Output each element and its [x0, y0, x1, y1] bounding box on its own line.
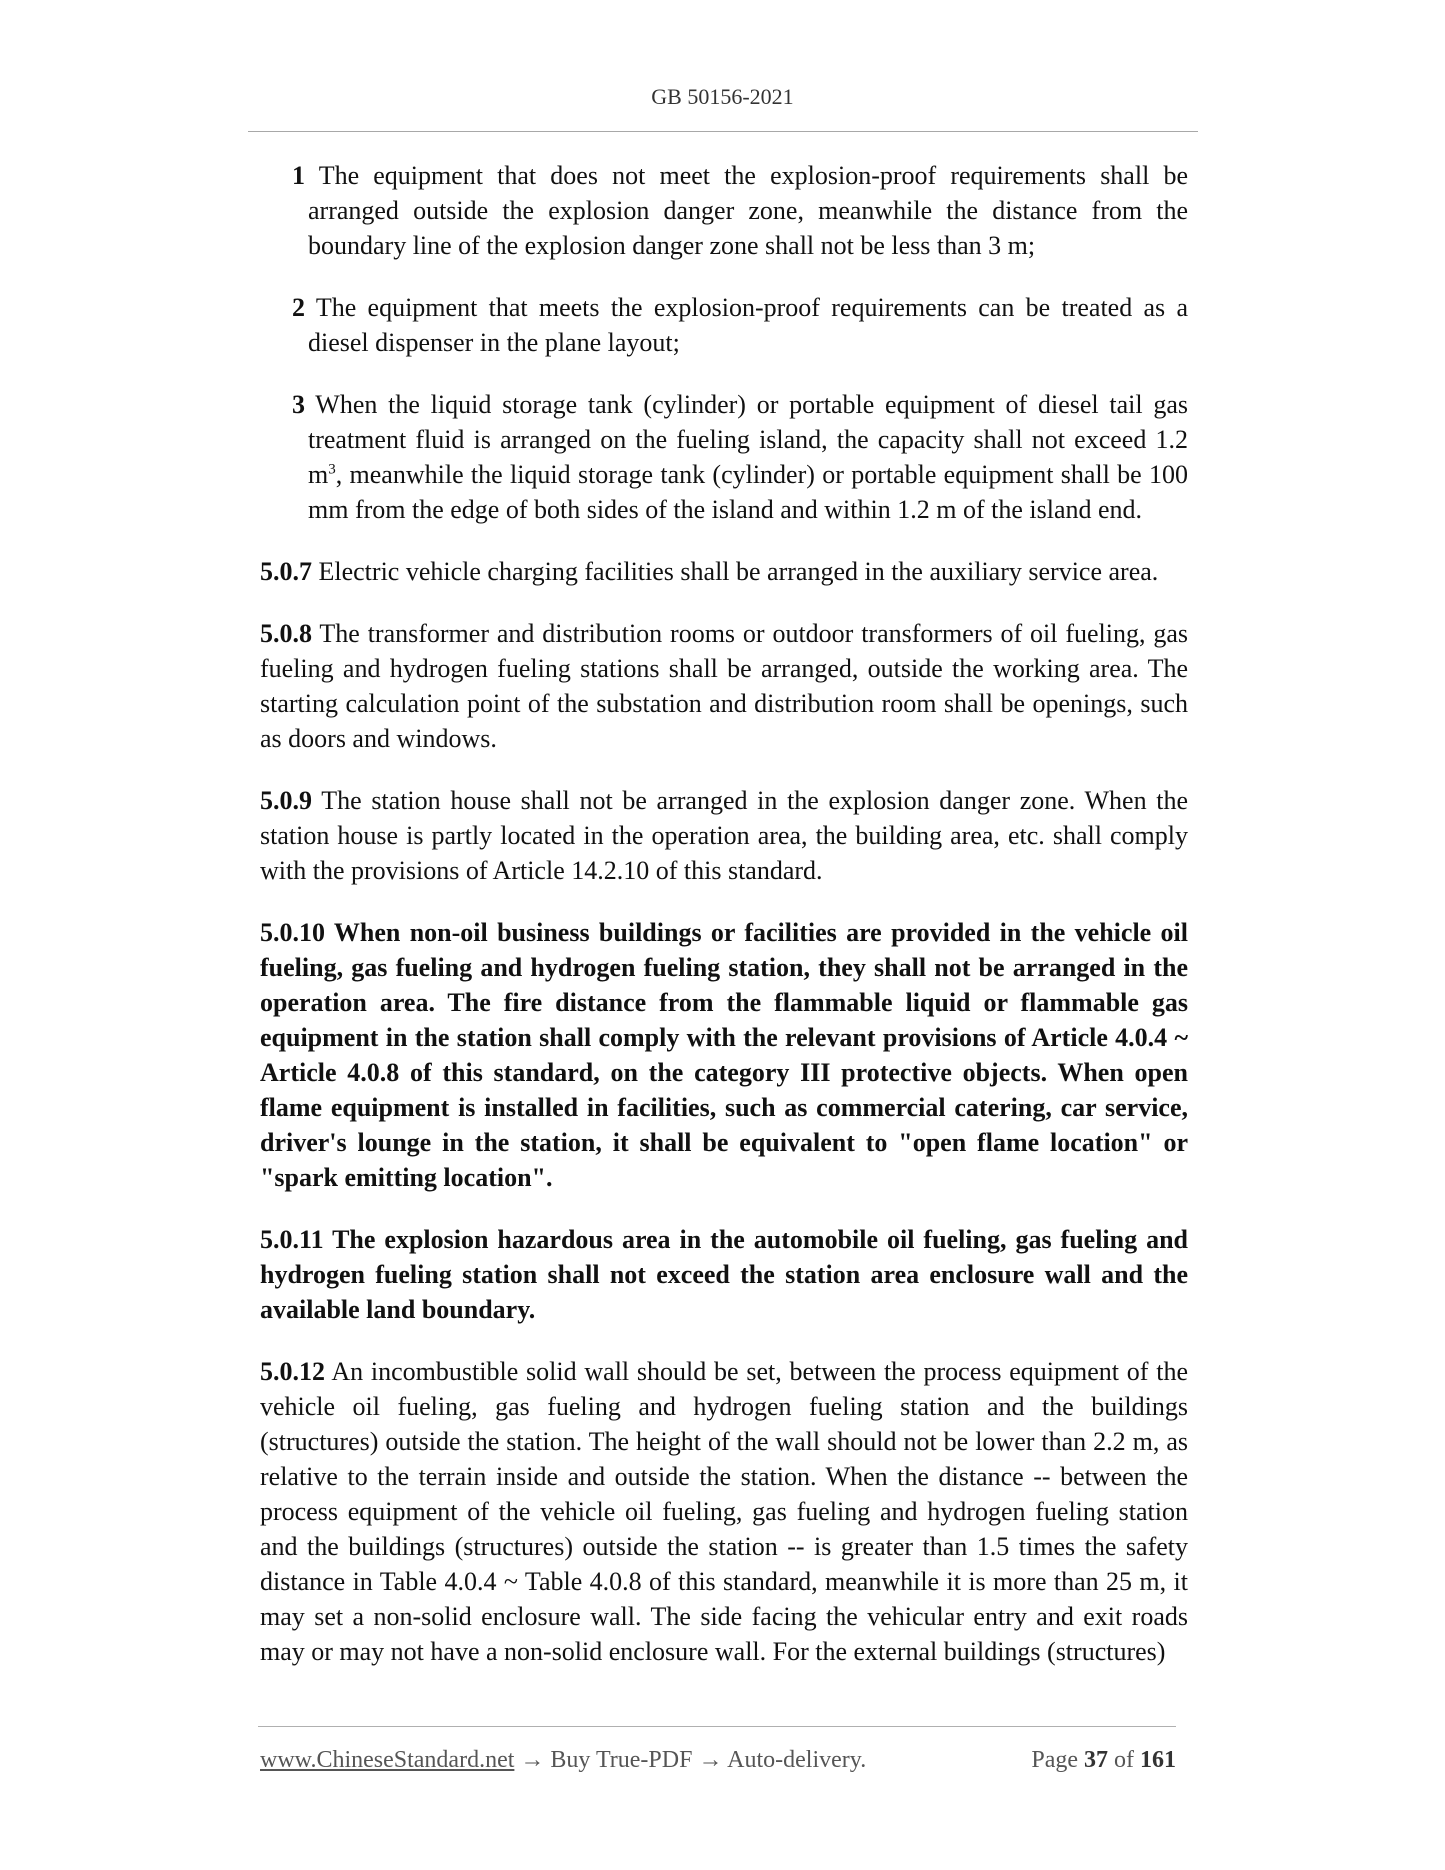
- list-item-number: 2: [292, 293, 305, 322]
- clause-number: 5.0.7: [260, 557, 312, 586]
- clause-5-0-8: [260, 616, 1188, 756]
- page-label: Page: [1031, 1747, 1078, 1773]
- list-item-text-continued: , meanwhile the liquid storage tank (cylinder) or portable equipment shall be 100 mm from the edge of both sides of the island and within 1.2 m of the island end.: [308, 460, 1188, 524]
- clause-5-0-12: [260, 1354, 1188, 1669]
- list-item-number: 1: [292, 161, 305, 190]
- buy-text: Buy True-PDF: [550, 1747, 693, 1773]
- header-divider: [248, 131, 1198, 132]
- clause-5-0-9: [260, 783, 1188, 888]
- document-code: GB 50156-2021: [651, 84, 794, 109]
- list-item-text: The equipment that does not meet the explosion-proof requirements shall be arranged outside the explosion danger zone, meanwhile the distance from the boundary line of the explosion danger zone shall not be less than 3 m;: [308, 161, 1188, 260]
- clause-number: 5.0.9: [260, 786, 312, 815]
- page-total: 161: [1140, 1747, 1176, 1773]
- page-indicator: [1031, 1747, 1176, 1774]
- page-body: [260, 158, 1188, 1696]
- clause-text: The station house shall not be arranged in the explosion danger zone. When the station house is partly located in the operation area, the building area, etc. shall comply with the provisions of Article 14.2.10 of this standard.: [260, 786, 1189, 885]
- page-footer: [260, 1747, 1176, 1774]
- delivery-text: Auto-delivery.: [727, 1747, 867, 1773]
- clause-5-0-11: [260, 1222, 1188, 1327]
- clause-5-0-10: [260, 915, 1188, 1195]
- superscript: 3: [328, 461, 336, 478]
- site-link[interactable]: www.ChineseStandard.net: [260, 1747, 515, 1773]
- page-of: of: [1114, 1747, 1134, 1773]
- page-header: [0, 84, 1445, 110]
- clause-text: When non-oil business buildings or facilities are provided in the vehicle oil fueling, gas fueling and hydrogen fueling station, they shall not be arranged in the operation area. The fire distance from the flammable liquid or flammable gas equipment in the station shall comply with the relevant provisions of Article 4.0.4 ~ Article 4.0.8 of this standard, on the category III protective objects. When open flame equipment is installed in facilities, such as commercial catering, car service, driver's lounge in the station, it shall be equivalent to "open flame location" or "spark emitting location".: [260, 918, 1189, 1192]
- arrow-right-icon: →: [520, 1747, 545, 1773]
- footer-promo: [260, 1747, 866, 1774]
- list-item: [292, 387, 1188, 527]
- page-current: 37: [1084, 1747, 1108, 1773]
- clause-5-0-7: [260, 554, 1188, 589]
- clause-number: 5.0.11: [260, 1225, 324, 1254]
- clause-text: Electric vehicle charging facilities shall be arranged in the auxiliary service area.: [318, 557, 1159, 586]
- list-item-text: The equipment that meets the explosion-proof requirements can be treated as a diesel dispenser in the plane layout;: [308, 293, 1188, 357]
- footer-divider: [258, 1726, 1176, 1727]
- clause-number: 5.0.8: [260, 619, 312, 648]
- clause-number: 5.0.12: [260, 1357, 325, 1386]
- list-item: [292, 158, 1188, 263]
- list-item: [292, 290, 1188, 360]
- list-item-number: 3: [292, 390, 305, 419]
- clause-text: The explosion hazardous area in the automobile oil fueling, gas fueling and hydrogen fueling station shall not exceed the station area enclosure wall and the available land boundary.: [260, 1225, 1189, 1324]
- clause-number: 5.0.10: [260, 918, 325, 947]
- list-item-text: When the liquid storage tank (cylinder) or portable equipment of diesel tail gas treatment fluid is arranged on the fueling island, the capacity shall not exceed 1.2 m: [308, 390, 1188, 489]
- clause-text: An incombustible solid wall should be set, between the process equipment of the vehicle oil fueling, gas fueling and hydrogen fueling station and the buildings (structures) outside the station. The height of the wall should not be lower than 2.2 m, as relative to the terrain inside and outside the station. When the distance -- between the process equipment of the vehicle oil fueling, gas fueling and hydrogen fueling station and the buildings (structures) outside the station -- is greater than 1.5 times the safety distance in Table 4.0.4 ~ Table 4.0.8 of this standard, meanwhile it is more than 25 m, it may set a non-solid enclosure wall. The side facing the vehicular entry and exit roads may or may not have a non-solid enclosure wall. For the external buildings (structures): [260, 1357, 1188, 1666]
- arrow-right-icon: →: [698, 1747, 723, 1773]
- clause-text: The transformer and distribution rooms or outdoor transformers of oil fueling, gas fueling and hydrogen fueling stations shall be arranged, outside the working area. The starting calculation point of the substation and distribution room shall be openings, such as doors and windows.: [260, 619, 1188, 753]
